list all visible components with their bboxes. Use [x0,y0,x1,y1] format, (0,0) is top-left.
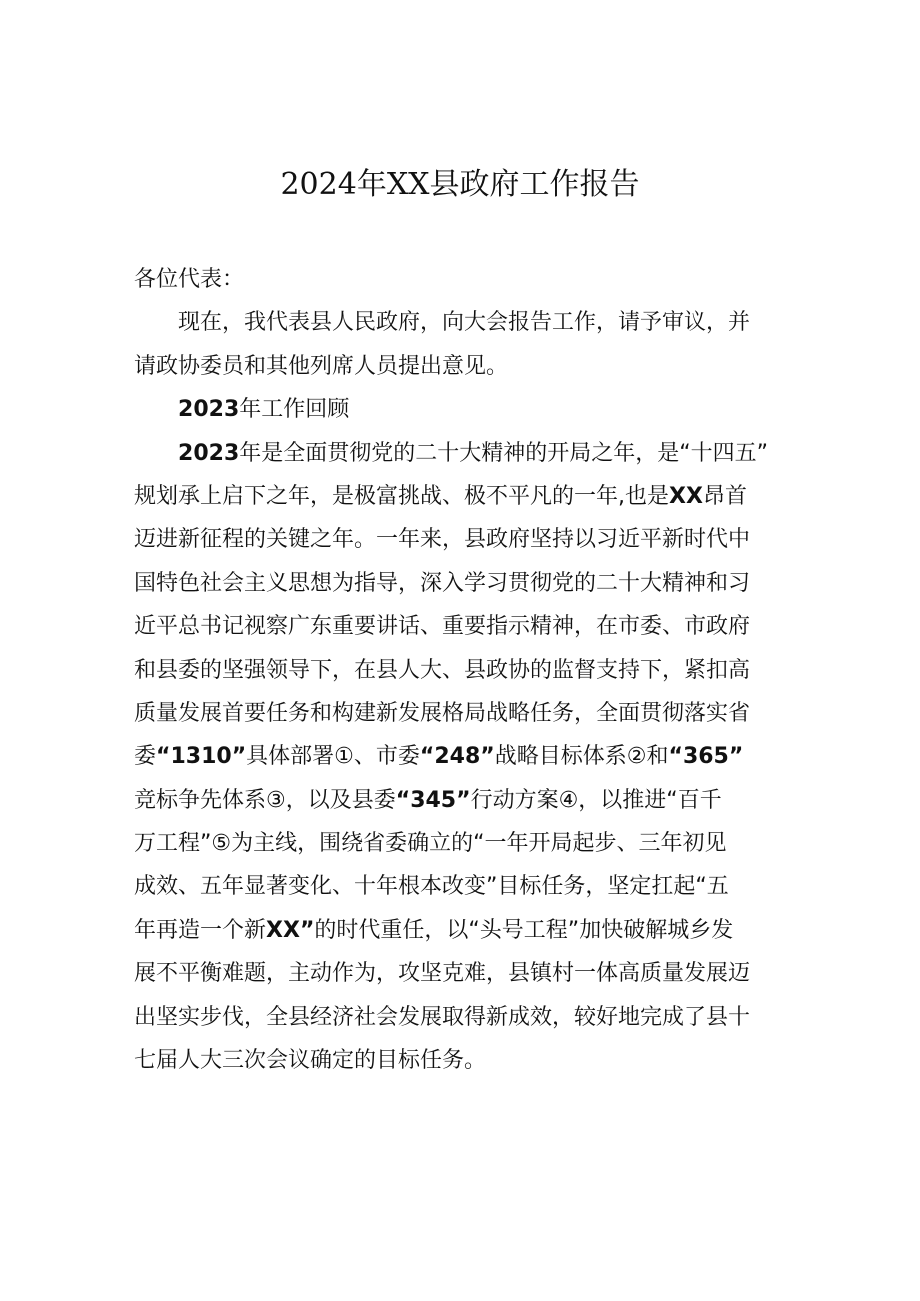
text-segment: 具体部署①、市委 [246,744,420,770]
text-segment: 年是全面贯彻党的二十大精神的开局之年，是“十四五” [239,440,769,466]
section-heading [134,388,794,431]
review-line [134,865,794,908]
text-segment: 质量发展首要任务和构建新发展格局战略任务，全面贯彻落实省 [134,700,751,726]
review-line [134,649,794,692]
review-line [134,475,794,518]
review-line [134,605,794,648]
text-segment: 战略目标体系②和 [494,744,669,770]
review-line [134,909,794,952]
document-title: 2024年XX县政府工作报告 [280,167,640,202]
text-segment: 七届人大三次会议确定的目标任务。 [134,1048,487,1074]
review-line [134,432,794,475]
bold-text: “1310” [156,744,247,770]
bold-text: XX [669,483,703,509]
bold-text: “365” [668,744,744,770]
text-segment: 展不平衡难题，主动作为，攻坚克难，县镇村一体高质量发展迈 [134,961,751,987]
text-segment [134,441,178,466]
text-segment: 委 [134,744,157,770]
text-segment: 昂首 [702,483,747,509]
review-line [134,1039,794,1082]
bold-text: “345” [395,787,471,813]
section-heading-year: 2023 [178,397,240,423]
review-line [134,952,794,995]
review-line [134,518,794,561]
text-segment: 和县委的坚强领导下，在县人大、县政协的监督支持下，紧扣高 [134,657,751,683]
section-heading-text: 年工作回顾 [239,397,350,423]
text-segment: 的时代重任，以“头号工程”加快破解城乡发 [314,917,734,943]
bold-text: XX” [266,917,315,943]
text-segment: 竞标争先体系③，以及县委 [134,787,396,813]
text-segment: 近平总书记视察广东重要讲话、重要指示精神，在市委、市政府 [134,614,751,640]
intro-line: 现在，我代表县人民政府，向大会报告工作，请予审议，并 [134,310,751,336]
bold-text: 2023 [178,440,240,466]
text-segment: 国特色社会主义思想为指导，深入学习贯彻党的二十大精神和习 [134,570,751,596]
intro-line: 请政协委员和其他列席人员提出意见。 [134,353,509,379]
text-segment: 行动方案④，以推进“百千 [470,787,722,813]
review-paragraph [134,432,794,1083]
review-line [134,996,794,1039]
text-segment: 万工程”⑤为主线，围绕省委确立的“一年开局起步、三年初见 [134,831,727,857]
text-segment: 出坚实步伐，全县经济社会发展取得新成效，较好地完成了县十 [134,1004,751,1030]
bold-text: “248” [419,744,495,770]
text-segment: 成效、五年显著变化、十年根本改变”目标任务，坚定扛起“五 [134,874,729,900]
text-segment: 年再造一个新 [134,917,267,943]
review-line [134,735,794,778]
review-line [134,779,794,822]
review-line [134,822,794,865]
text-segment: 迈进新征程的关键之年。一年来，县政府坚持以习近平新时代中 [134,527,751,553]
text-segment: 规划承上启下之年，是极富挑战、极不平凡的一年,也是 [134,483,669,509]
review-line [134,692,794,735]
document-body [134,258,794,1082]
salutation: 各位代表： [134,267,245,292]
review-line [134,562,794,605]
